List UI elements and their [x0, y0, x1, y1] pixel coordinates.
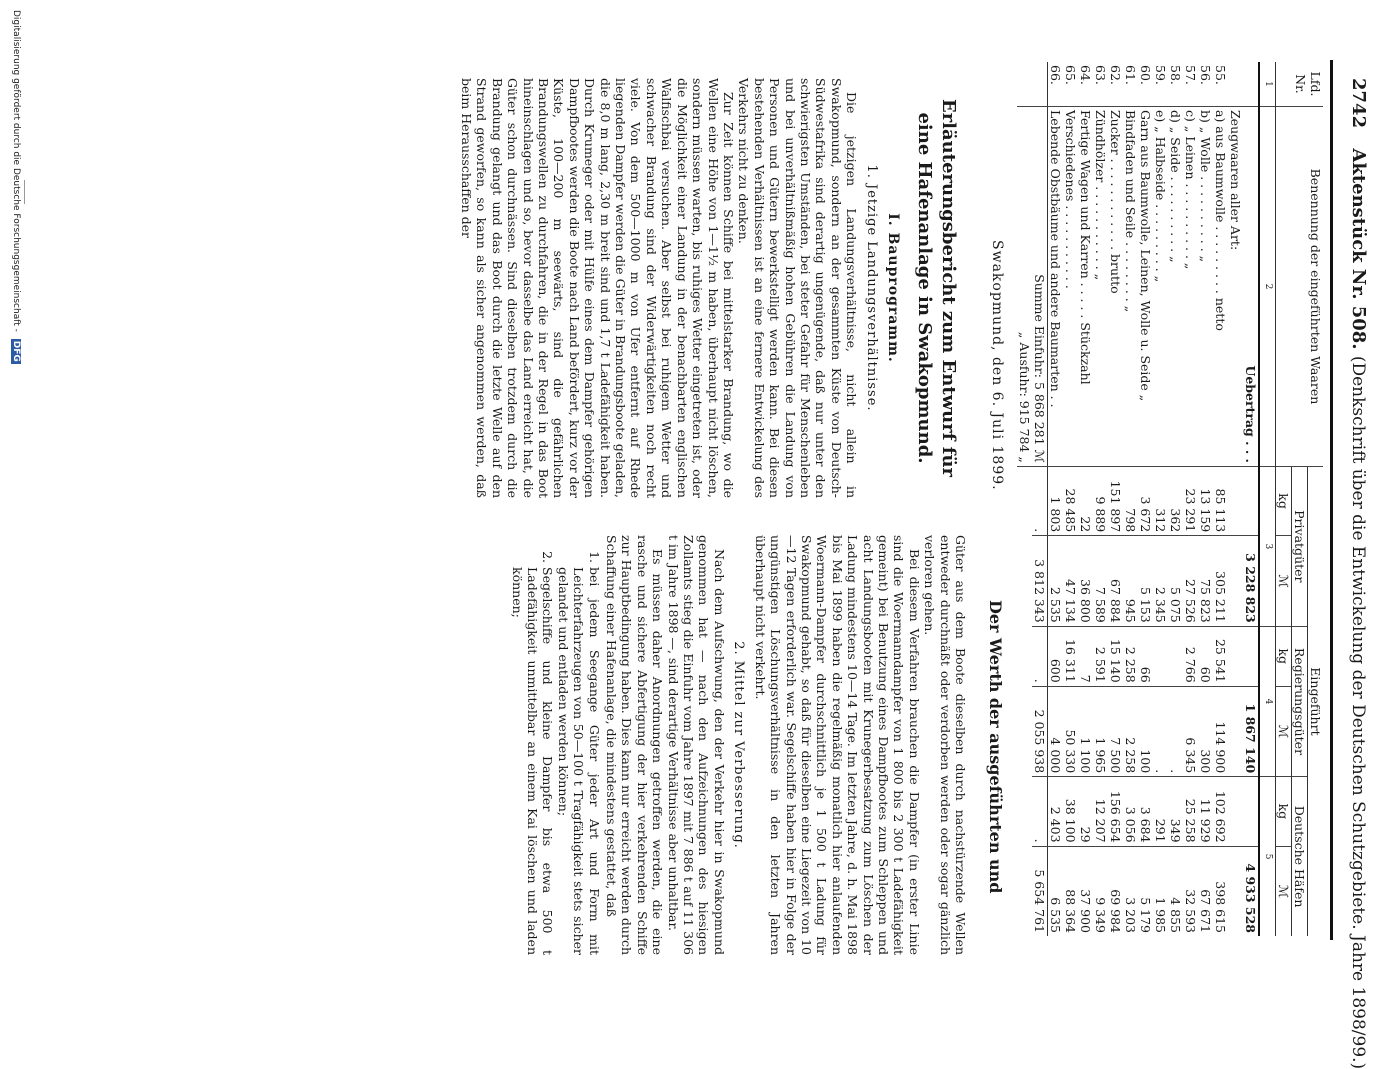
article-right-column [507, 535, 968, 955]
cell-rm: 2 258 [1123, 686, 1138, 776]
col-header-deutsch: Deutsche Häfen [1292, 777, 1308, 936]
cell-dkg: 349 [1168, 777, 1183, 846]
cell-pkg: 798 [1123, 466, 1138, 535]
ubertrag-private: 3 228 823 [1243, 536, 1259, 626]
cell-rkg [1153, 626, 1168, 686]
cell-rkg: 60 [1198, 626, 1213, 686]
cell-dm: 37 900 [1078, 889, 1093, 933]
cell-dm: 32 593 [1183, 889, 1198, 933]
cell-rm: 100 [1138, 686, 1153, 776]
ausfuhr-row [1017, 62, 1032, 936]
cell-dm: 3 203 [1123, 897, 1138, 933]
cell-nr: 62. [1108, 62, 1123, 107]
cell-dm: 5 179 [1138, 897, 1153, 933]
cell-rm: . [1168, 686, 1183, 776]
table-row [1108, 62, 1123, 936]
cell-pkg: 312 [1153, 466, 1168, 535]
cell-pm: 5 153 [1138, 536, 1153, 626]
list-item: 2. Segelschiffe und kleine Dampfer bis etwa 500 t Ladefähigkeit unmittelbar an einem Kai löschen und laden können; [509, 567, 555, 955]
cell-dkg: 12 207 [1093, 777, 1108, 846]
list-item: 1. bei jedem Seegange Güter jeder Art und Form mit Leichterfahrzeugen von 50—100 t Tragfähigkeit stets sicher gelandet und entladen werden können; [555, 567, 601, 955]
cell-pkg: 362 [1168, 466, 1183, 535]
page-header [1348, 78, 1369, 1069]
cell-rkg: 15 140 [1108, 626, 1123, 686]
cell-rkg [1168, 626, 1183, 686]
cell-name: d) „ Seide . . . . . . . . . . „ [1168, 107, 1183, 467]
cell-dm: 6 535 [1048, 897, 1063, 933]
unit-mark: ℳ [1276, 846, 1292, 936]
summe-private: 3 812 343 [1032, 536, 1048, 626]
dfg-logo: DFG [11, 340, 21, 362]
col-header-private: Privatgüter [1292, 466, 1308, 626]
cell-dm: 69 984 [1108, 889, 1123, 933]
table-row [1168, 62, 1183, 936]
summe-dot: . [1032, 626, 1048, 686]
table-row [1048, 62, 1064, 936]
cell-pm: 47 134 [1063, 536, 1078, 626]
cell-pkg: 9 889 [1093, 466, 1108, 535]
cell-dkg: 29 [1078, 777, 1093, 846]
ubertrag-deutsch: 4 933 528 [1243, 863, 1258, 933]
cell-rm: 300 [1198, 686, 1213, 776]
cell-dkg: 25 258 [1183, 777, 1198, 846]
article-title: Erläuterungsbericht zum Entwurf für eine Hafenanlage in Swakopmund. [914, 98, 959, 478]
cell-dm: 67 671 [1198, 889, 1213, 933]
cell-nr: 65. [1063, 62, 1078, 107]
table-row [1213, 62, 1228, 936]
paragraph: Es müssen daher Anordnungen getroffen werden, die eine rasche und sichere Abfertigung der hier verkehrenden Schiffe zur Hauptbedingung haben. Dies kann nur erreicht werden durch Schaffung einer Hafenanlage, die mindestens gestattet, daß [604, 535, 666, 955]
cell-dkg: 156 654 [1108, 777, 1123, 846]
paragraph: Bei diesem Verfahren brauchen die Dampfer (in erster Linie sind die Woermanndampfer von 1 800 bis 2 300 t Ladefähigkeit gemeint) bei Benutzung eines Dampfbootes zum Schleppen und acht Landungsbooten mit Krunegerbesatzung zum Löschen der Ladung mindestens 10—14 Tage. Im letzten Jahre, d. h. Mai 1898 bis Mai 1899 haben die regelmäßig monatlich hier anlaufenden Woermann-Dampfer durchschnittlich je 1 500 t Ladung für Swakopmund gehabt, so daß für dieselben eine Liegezeit von 10—12 Tagen erforderlich war. Segelschiffe haben hier in Folge der ungünstigen Löschungsverhältnisse in den letzten Jahren überhaupt nicht verkehrt. [752, 535, 922, 955]
document-subtitle: (Denkschrift über die Entwickelung der Deutschen Schutzgebiete. Jahre 1898/99.) [1348, 355, 1368, 1069]
table-row [1138, 62, 1153, 936]
cell-pm: 2 345 [1153, 536, 1168, 626]
cell-pm: 2 535 [1048, 536, 1064, 626]
ubertrag-row [1243, 62, 1259, 936]
summe-regierung: 2 055 938 [1032, 686, 1048, 776]
cell-rm: 1 965 [1093, 686, 1108, 776]
group-label: Zeugwaaren aller Art: [1228, 107, 1243, 467]
col-header-benennung: Benennung der eingeführten Waaren [1276, 107, 1324, 467]
summe-dot: . [1032, 466, 1048, 535]
section-heading: I. Bauprogramm. [885, 213, 901, 363]
table-row [1063, 62, 1078, 936]
cell-pkg: 23 291 [1183, 466, 1198, 535]
table-row [1153, 62, 1168, 936]
cell-rm: 50 330 [1063, 686, 1078, 776]
cell-rkg: 25 541 [1213, 626, 1228, 686]
paragraph: Zur Zeit können Schiffe bei mittelstarker Brandung, wo die Wellen eine Höhe von 1—1½ m haben, überhaupt nicht löschen, sondern müssen warten, bis ruhiges Wetter eingetreten ist, oder die Möglichkeit einer Landung in der benachbarten englischen Walfischbai versuchen. Aber selbst bei ruhigem Wetter und schwacher Brandung sind der Widerwärtigkeiten noch recht viele. Von dem 500—1000 m von Ufer entfernt auf Rhede liegenden Dampfer werden die Güter in Brandungsboote geladen, die 8,0 m lang, 2,30 m breit sind und 1,7 t Ladefähigkeit haben. Durch Krumeger oder mit Hülfe eines dem Dampfer gehörigen Dampfbootes werden die Boote nach Land befördert, kurz vor der Küste, 100—200 m seewärts, sind die gefährlichen Brandungswellen zu durchfahren, die in der Regel in das Boot hineinschlagen und so, bevor dasselbe das Land erreicht hat, die Güter schon durchnässen. Sind dieselben trotzdem durch die Brandung gelangt und das Boot durch die letzte Welle auf den Strand geworfen, so kann als sicher angenommen werden, daß beim Herausschaffen der [459, 78, 736, 498]
cell-pm: 7 589 [1093, 536, 1108, 626]
import-table [1017, 62, 1323, 936]
unit-mark: ℳ [1276, 536, 1292, 626]
cell-rm: . [1153, 686, 1168, 776]
cell-nr: 60. [1138, 62, 1153, 107]
place-date: Swakopmund, den 6. Juli 1899. [989, 240, 1005, 491]
cell-pkg: 1 803 [1048, 466, 1064, 535]
cell-name: Lebende Obstbäume und andere Baumarten . . [1048, 107, 1064, 467]
summe-label: Summe Einfuhr: 5 868 281 ℳ [1032, 107, 1048, 467]
summe-row [1032, 62, 1048, 936]
cell-pm: 945 [1123, 536, 1138, 626]
cell-rm: 7 500 [1108, 686, 1123, 776]
table-row [1198, 62, 1213, 936]
cell-rm: 1 100 [1078, 686, 1093, 776]
cell-dkg: 102 692 [1213, 777, 1228, 846]
cell-pkg: 151 897 [1108, 466, 1123, 535]
col-header-regierung: Regierungsgüter [1292, 626, 1308, 776]
summe-dot: . [1032, 777, 1048, 846]
cell-pkg: 13 159 [1198, 466, 1213, 535]
unit-kg: kg [1276, 626, 1292, 686]
table-row [1078, 62, 1093, 936]
cell-nr: 59. [1153, 62, 1168, 107]
cell-name: Zündhölzer . . . . . . . . . . . „ [1093, 107, 1108, 467]
col-header-eingefuehrt: Eingeführt [1308, 466, 1324, 936]
cell-name: Bindfaden und Seile . . . . . . . . „ [1123, 107, 1138, 467]
cell-rkg: 2 766 [1183, 626, 1198, 686]
cell-name: Fertige Wagen und Karren . . . . . Stückzahl [1078, 107, 1093, 467]
cell-pm: 67 884 [1108, 536, 1123, 626]
cell-dm: 9 349 [1093, 897, 1108, 933]
cell-name: Zucker . . . . . . . . . . . . brutto [1108, 107, 1123, 467]
col-number: 1 [1259, 62, 1276, 107]
cell-rkg: 2 591 [1093, 626, 1108, 686]
cell-pm: 305 211 [1213, 536, 1228, 626]
cell-pm: 75 823 [1198, 536, 1213, 626]
cell-dm: 1 985 [1153, 897, 1168, 933]
werth-heading: Der Werth der ausgeführten und [986, 600, 1005, 894]
digitization-footer [11, 10, 21, 364]
cell-pkg: 85 113 [1213, 466, 1228, 535]
cell-dkg: 2 403 [1048, 777, 1064, 846]
cell-nr: 66. [1048, 62, 1064, 107]
cell-pkg: 3 672 [1138, 466, 1153, 535]
col-number: 2 [1259, 107, 1276, 467]
cell-pm: 36 800 [1078, 536, 1093, 626]
group-row [1228, 62, 1243, 936]
cell-dkg: 291 [1153, 777, 1168, 846]
col-header-lfd: Lfd. Nr. [1276, 62, 1324, 107]
table-body [1048, 62, 1229, 936]
cell-nr: 56. [1198, 62, 1213, 107]
table-row [1183, 62, 1198, 936]
cell-dm: 4 855 [1168, 897, 1183, 933]
cell-rkg: 600 [1048, 626, 1064, 686]
cell-dm: 88 364 [1063, 889, 1078, 933]
table-row [1123, 62, 1138, 936]
unit-kg: kg [1276, 777, 1292, 846]
paragraph: Güter aus dem Boote dieselben durch nachstürzende Wellen entweder durchnäßt oder verdorben werden oder sogar gänzlich verloren gehen. [922, 535, 968, 955]
document-title: Aktenstück Nr. 508. [1348, 148, 1369, 350]
cell-name: c) „ Leinen . . . . . . . . . . „ [1183, 107, 1198, 467]
ubertrag-regierung: 1 867 140 [1243, 686, 1259, 776]
cell-dkg: 3 056 [1123, 777, 1138, 846]
ubertrag-label: Uebertrag . . . [1243, 107, 1259, 467]
unit-mark: ℳ [1276, 686, 1292, 776]
cell-rm: 6 345 [1183, 686, 1198, 776]
cell-rm: 114 900 [1213, 686, 1228, 776]
cell-rkg: 7 [1078, 626, 1093, 686]
summe-deutsch: 5 654 761 [1032, 846, 1048, 936]
cell-dkg: 11 929 [1198, 777, 1213, 846]
table-row [1093, 62, 1108, 936]
cell-pkg: 28 485 [1063, 466, 1078, 535]
paragraph: Die jetzigen Landungsverhältnisse, nicht allein in Swakopmund, sondern an der gesammten Küste von Deutsch-Südwestafrika sind derartig ungenügende, daß nur unter den schwierigsten Umständen, bei steter Gefahr für Menschenleben und bei unverhältnißmäßig hohen Gebühren die Landung von Personen und Gütern bewerkstelligt werden kann. Bei diesen bestehenden Verhältnissen ist an eine fernere Entwickelung des Verkehrs nicht zu denken. [736, 78, 860, 498]
cell-dm: 398 615 [1213, 881, 1228, 933]
cell-dkg: 3 684 [1138, 777, 1153, 846]
cell-pm: 27 526 [1183, 536, 1198, 626]
cell-nr: 57. [1183, 62, 1198, 107]
ausfuhr-label: „ Ausfuhr: 915 784 „ [1017, 107, 1032, 467]
unit-kg: kg [1276, 466, 1292, 535]
cell-name: Garn aus Baumwolle, Leinen, Wolle u. Seide „ [1138, 107, 1153, 467]
cell-nr: 63. [1093, 62, 1108, 107]
page-number: 2742 [1348, 78, 1369, 129]
cell-pkg: 22 [1078, 466, 1093, 535]
cell-nr: 61. [1123, 62, 1138, 107]
cell-pm: 5 075 [1168, 536, 1183, 626]
cell-nr: 64. [1078, 62, 1093, 107]
col-number: 4 [1259, 626, 1276, 776]
header-rule [1330, 60, 1333, 940]
footer-text: Digitalisierung gefördert durch die Deutsche Forschungsgemeinschaft - [11, 10, 21, 332]
paragraph: Nach dem Aufschwung, den der Verkehr hier in Swakopmund genommen hat — nach den Aufzeichnungen des hiesigen Zollamts stieg die Einfuhr vom Jahre 1897 mit 7 886 t auf 11 306 t im Jahre 1898 —, sind derartige Verhältnisse aber unhaltbar. [665, 535, 727, 955]
cell-nr: 55. [1213, 62, 1228, 107]
requirements-list [509, 553, 601, 955]
subsection-heading: 2. Mittel zur Verbesserung. [731, 641, 747, 849]
cell-name: b) „ Wolle . . . . . . . . . . „ [1198, 107, 1213, 467]
cell-rkg: 66 [1138, 626, 1153, 686]
cell-rm: 4 000 [1048, 686, 1064, 776]
col-number: 3 [1259, 466, 1276, 626]
cell-name: a) aus Baumwolle . . . . . . . . . netto [1213, 107, 1228, 467]
cell-rkg: 16 311 [1063, 626, 1078, 686]
article-left-column [459, 78, 968, 498]
cell-name: Verschiedenes . . . . . . . . . . . [1063, 107, 1078, 467]
col-number: 5 [1259, 777, 1276, 936]
subsection-heading: 1. Jetzige Landungsverhältnisse. [863, 164, 879, 412]
cell-dkg: 38 100 [1063, 777, 1078, 846]
cell-rkg: 2 258 [1123, 626, 1138, 686]
cell-nr: 58. [1168, 62, 1183, 107]
cell-name: e) „ Halbseide . . . . . . . . . „ [1153, 107, 1168, 467]
margin-mark [24, 180, 25, 204]
